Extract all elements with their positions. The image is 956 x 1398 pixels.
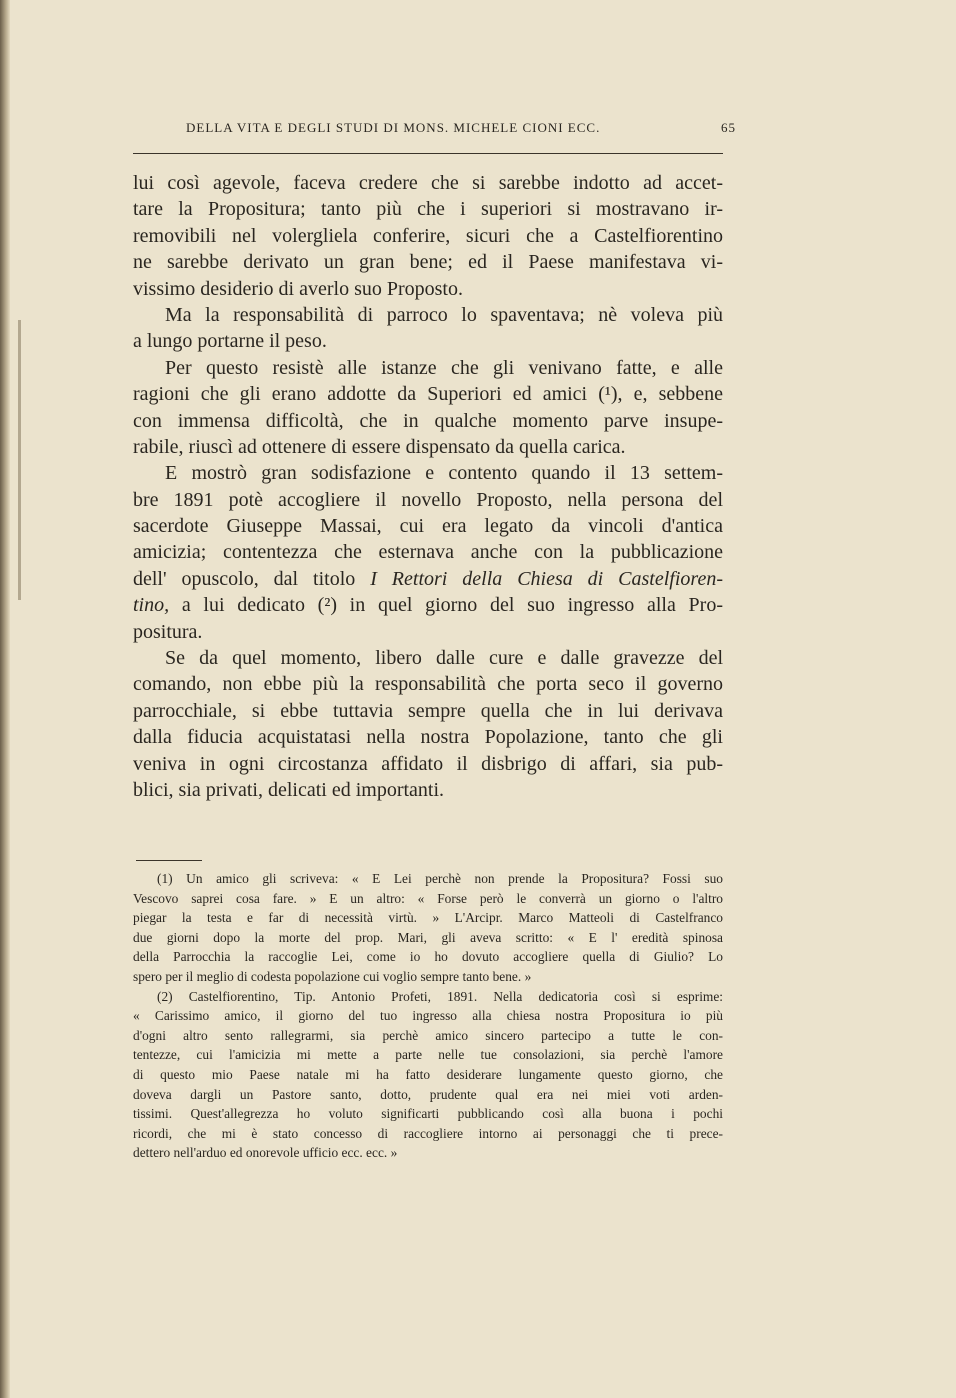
text-segment: d'ogni altro sento rallegrarmi, sia perchè amico sincero partecipo a tutte le con-: [133, 1027, 723, 1043]
footnote-line: [133, 908, 723, 928]
body-line: [133, 698, 723, 724]
body-line: [133, 671, 723, 697]
text-segment: dettero nell'arduo ed onorevole ufficio ecc. ecc. »: [133, 1145, 398, 1161]
text-segment: rabile, riuscì ad ottenere di essere dispensato da quella carica.: [133, 435, 626, 458]
body-line: [133, 381, 723, 407]
header-rule: [133, 153, 723, 154]
page-margin-mark: [18, 320, 21, 600]
italic-title-segment: tino,: [133, 594, 170, 617]
text-segment: « Carissimo amico, il giorno del tuo ingresso alla chiesa nostra Propositura io più: [133, 1008, 723, 1024]
text-segment: ragioni che gli erano addotte da Superiori ed amici (¹), e, sebbene: [133, 383, 723, 406]
text-segment: ricordi, che mi è stato concesso di raccogliere intorno ai personaggi che ti prece-: [133, 1125, 723, 1141]
text-segment: a lui dedicato (²) in quel giorno del suo ingresso alla Pro-: [169, 594, 723, 617]
text-segment: Se da quel momento, libero dalle cure e dalle gravezze del: [165, 647, 723, 670]
body-line: [133, 487, 723, 513]
text-segment: tissimi. Quest'allegrezza ho voluto significarti pubblicando così alla buona i pochi: [133, 1106, 723, 1122]
body-line: [133, 328, 723, 354]
footnotes: [133, 869, 723, 1163]
footnote-line: [133, 1006, 723, 1026]
text-segment: comando, non ebbe più la responsabilità che porta seco il governo: [133, 673, 723, 696]
body-line: [133, 302, 723, 328]
text-segment: a lungo portarne il peso.: [133, 330, 327, 353]
body-line: [133, 751, 723, 777]
body-line: [133, 276, 723, 302]
text-segment: due giorni dopo la morte del prop. Mari, gli aveva scritto: « E l' eredità spinosa: [133, 929, 723, 945]
text-segment: (2) Castelfiorentino, Tip. Antonio Profeti, 1891. Nella dedicatoria così si esprime:: [157, 988, 723, 1004]
page-binding-edge: [0, 0, 10, 1398]
text-segment: removibili nel volergliela conferire, sicuri che a Castelfiorentino: [133, 224, 723, 247]
body-line: [133, 566, 723, 592]
text-segment: (1) Un amico gli scriveva: « E Lei perchè non prende la Propositura? Fossi suo: [157, 871, 723, 886]
text-segment: dell' opuscolo, dal titolo: [133, 567, 371, 590]
text-segment: della Parrocchia la raccoglie Lei, come io ho dovuto accogliere quella di Giulio? Lo: [133, 949, 723, 965]
body-line: [133, 249, 723, 275]
body-line: [133, 223, 723, 249]
running-header: [186, 120, 736, 136]
body-line: [133, 724, 723, 750]
body-line: [133, 196, 723, 222]
text-segment: parrocchiale, si ebbe tuttavia sempre quella che in lui derivava: [133, 699, 723, 722]
text-segment: doveva dargli un Pastore santo, dotto, prudente qual era nei miei voti arden-: [133, 1086, 723, 1102]
body-line: [133, 645, 723, 671]
footnote-line: [133, 967, 723, 987]
text-segment: dalla fiducia acquistatasi nella nostra Popolazione, tanto che gli: [133, 726, 723, 749]
text-segment: piegar la testa e far di necessità virtù. » L'Arcipr. Marco Matteoli di Castelfranco: [133, 910, 723, 926]
text-segment: sacerdote Giuseppe Massai, cui era legato da vincoli d'antica: [133, 515, 723, 538]
text-segment: tare la Propositura; tanto più che i superiori si mostravano ir-: [133, 198, 723, 221]
body-line: [133, 355, 723, 381]
body-line: [133, 539, 723, 565]
text-segment: vissimo desiderio di averlo suo Proposto.: [133, 277, 463, 300]
text-segment: bre 1891 potè accogliere il novello Proposto, nella persona del: [133, 488, 723, 511]
text-segment: ne sarebbe derivato un gran bene; ed il Paese manifestava vi-: [133, 251, 723, 274]
footnote-line: [133, 1026, 723, 1046]
text-segment: lui così agevole, faceva credere che si sarebbe indotto ad accet-: [133, 172, 723, 194]
footnote-line: [133, 947, 723, 967]
footnote-line: [133, 1104, 723, 1124]
body-line: [133, 592, 723, 618]
footnote-line: [133, 869, 723, 889]
text-segment: positura.: [133, 620, 203, 643]
footnote-line: [133, 1124, 723, 1144]
text-segment: Ma la responsabilità di parroco lo spaventava; nè voleva più: [165, 303, 723, 326]
footnote-line: [133, 987, 723, 1007]
text-segment: Per questo resistè alle istanze che gli venivano fatte, e alle: [165, 356, 723, 379]
italic-title-segment: I Rettori della Chiesa di Castelfioren-: [370, 567, 723, 590]
body-line: [133, 170, 723, 196]
text-segment: tentezze, cui l'amicizia mi mette a parte nelle tue consolazioni, sia perchè l'amore: [133, 1047, 723, 1063]
body-line: [133, 619, 723, 645]
text-segment: veniva in ogni circostanza affidato il disbrigo di affari, sia pub-: [133, 752, 723, 775]
text-segment: con immensa difficoltà, che in qualche momento parve insupe-: [133, 409, 723, 432]
footnote-line: [133, 1143, 723, 1163]
text-segment: amicizia; contentezza che esternava anche con la pubblicazione: [133, 541, 723, 564]
footnote-separator: [136, 860, 202, 861]
body-line: [133, 513, 723, 539]
text-segment: E mostrò gran sodisfazione e contento quando il 13 settem-: [165, 462, 723, 485]
footnote-line: [133, 1045, 723, 1065]
body-line: [133, 434, 723, 460]
body-line: [133, 460, 723, 486]
running-title: DELLA VITA E DEGLI STUDI DI MONS. MICHELE CIONI ECC.: [186, 120, 601, 135]
text-segment: spero per il meglio di codesta popolazione cui voglio sempre tanto bene. »: [133, 968, 532, 984]
footnote-line: [133, 928, 723, 948]
footnote-line: [133, 1085, 723, 1105]
body-line: [133, 408, 723, 434]
footnote-line: [133, 1065, 723, 1085]
body-text: [133, 170, 723, 803]
text-segment: di questo mio Paese natale mi ha fatto desiderare lungamente questo giorno, che: [133, 1066, 723, 1082]
footnote-line: [133, 889, 723, 909]
body-line: [133, 777, 723, 803]
page-number: 65: [721, 120, 736, 135]
text-segment: Vescovo saprei cosa fare. » E un altro: « Forse però le converrà un giorno o l'altro: [133, 890, 723, 906]
text-segment: blici, sia privati, delicati ed importanti.: [133, 778, 445, 801]
